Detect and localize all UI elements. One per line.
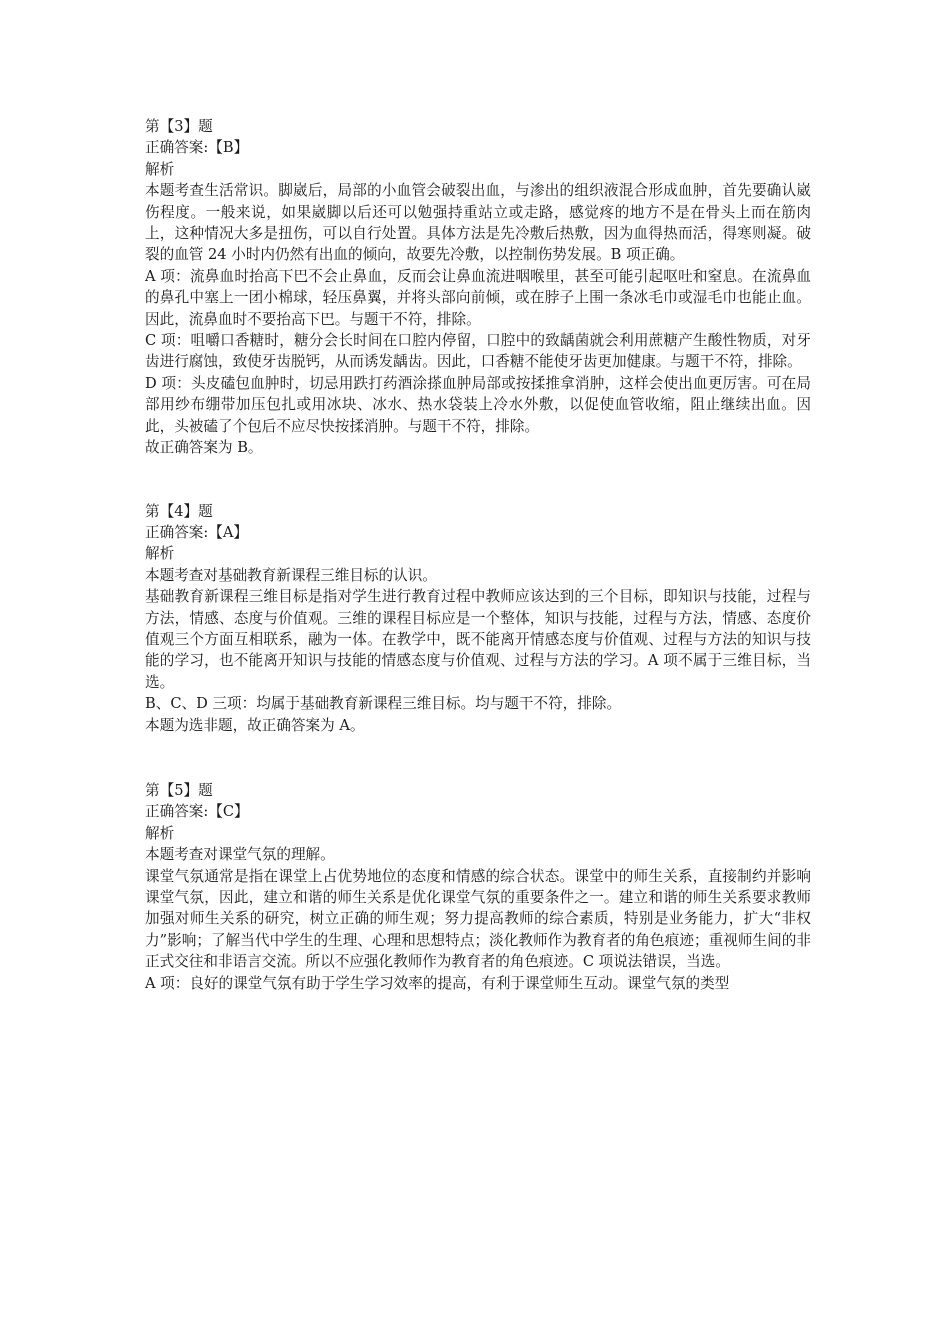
analysis-paragraph: A 项：良好的课堂气氛有助于学生学习效率的提高，有利于课堂师生互动。课堂气氛的类型 (145, 974, 730, 992)
question-4 (145, 501, 811, 736)
analysis-paragraph: 基础教育新课程三维目标是指对学生进行教育过程中教师应该达到的三个目标，即知识与技能，过程与方法，情感、态度与价值观。三维的课程目标应是一个整体，知识与技能，过程与方法，情感、态度价值观三个方面互相联系，融为一体。在教学中，既不能离开情感态度与价值观、过程与方法的知识与技能的学习，也不能离开知识与技能的情感态度与价值观、过程与方法的学习。A 项不属于三维目标，当选。 (145, 588, 811, 691)
correct-answer: 正确答案:【B】 (145, 139, 249, 157)
analysis-paragraph: 本题考查对基础教育新课程三维目标的认识。 (145, 566, 437, 584)
question-3 (145, 116, 811, 459)
question-heading: 第【5】题 (145, 781, 213, 799)
document-page (145, 116, 811, 994)
analysis-paragraph: C 项：咀嚼口香糖时，糖分会长时间在口腔内停留，口腔中的致龋菌就会利用蔗糖产生酸性物质，对牙齿进行腐蚀，致使牙齿脱钙，从而诱发龋齿。因此，口香糖不能使牙齿更加健康。与题干不符，排除。 (145, 332, 811, 371)
analysis-label: 解析 (145, 160, 175, 178)
analysis-label: 解析 (145, 824, 175, 842)
conclusion: 本题为选非题，故正确答案为 A。 (145, 716, 365, 734)
question-heading: 第【3】题 (145, 118, 213, 135)
analysis-paragraph: 课堂气氛通常是指在课堂上占优势地位的态度和情感的综合状态。课堂中的师生关系，直接制约并影响课堂气氛，因此，建立和谐的师生关系是优化课堂气氛的重要条件之一。建立和谐的师生关系要求教师加强对师生关系的研究，树立正确的师生观；努力提高教师的综合素质，特别是业务能力，扩大“非权力”影响；了解当代中学生的生理、心理和思想特点；淡化教师作为教育者的角色痕迹；重视师生间的非正式交往和非语言交流。所以不应强化教师作为教育者的角色痕迹。C 项说法错误，当选。 (145, 867, 811, 971)
conclusion: 故正确答案为 B。 (145, 439, 263, 457)
question-heading: 第【4】题 (145, 502, 213, 520)
question-5 (145, 780, 811, 994)
analysis-paragraph: B、C、D 三项：均属于基础教育新课程三维目标。均与题干不符，排除。 (145, 695, 622, 713)
analysis-paragraph: 本题考查生活常识。脚崴后，局部的小血管会破裂出血，与渗出的组织液混合形成血肿，首先要确认崴伤程度。一般来说，如果崴脚以后还可以勉强持重站立或走路，感觉疼的地方不是在骨头上而在筋肉上，这种情况大多是扭伤，可以自行处置。具体方法是先冷敷后热敷，因为血得热而活，得寒则凝。破裂的血管 24 小时内仍然有出血的倾向，故要先冷敷，以控制伤势发展。B 项正确。 (145, 182, 811, 264)
correct-answer: 正确答案:【A】 (145, 523, 249, 541)
analysis-paragraph: A 项：流鼻血时抬高下巴不会止鼻血，反而会让鼻血流进咽喉里，甚至可能引起呕吐和窒息。在流鼻血的鼻孔中塞上一团小棉球，轻压鼻翼，并将头部向前倾，或在脖子上围一条冰毛巾或湿毛巾也能止血。因此，流鼻血时不要抬高下巴。与题干不符，排除。 (145, 267, 811, 328)
correct-answer: 正确答案:【C】 (145, 803, 249, 821)
analysis-label: 解析 (145, 545, 175, 563)
analysis-paragraph: D 项：头皮磕包血肿时，切忌用跌打药酒涂搽血肿局部或按揉推拿消肿，这样会使出血更厉害。可在局部用纱布绷带加压包扎或用冰块、冰水、热水袋装上冷水外敷，以促使血管收缩，阻止继续出血。因此，头被磕了个包后不应尽快按揉消肿。与题干不符，排除。 (145, 374, 811, 435)
analysis-paragraph: 本题考查对课堂气氛的理解。 (145, 846, 335, 864)
